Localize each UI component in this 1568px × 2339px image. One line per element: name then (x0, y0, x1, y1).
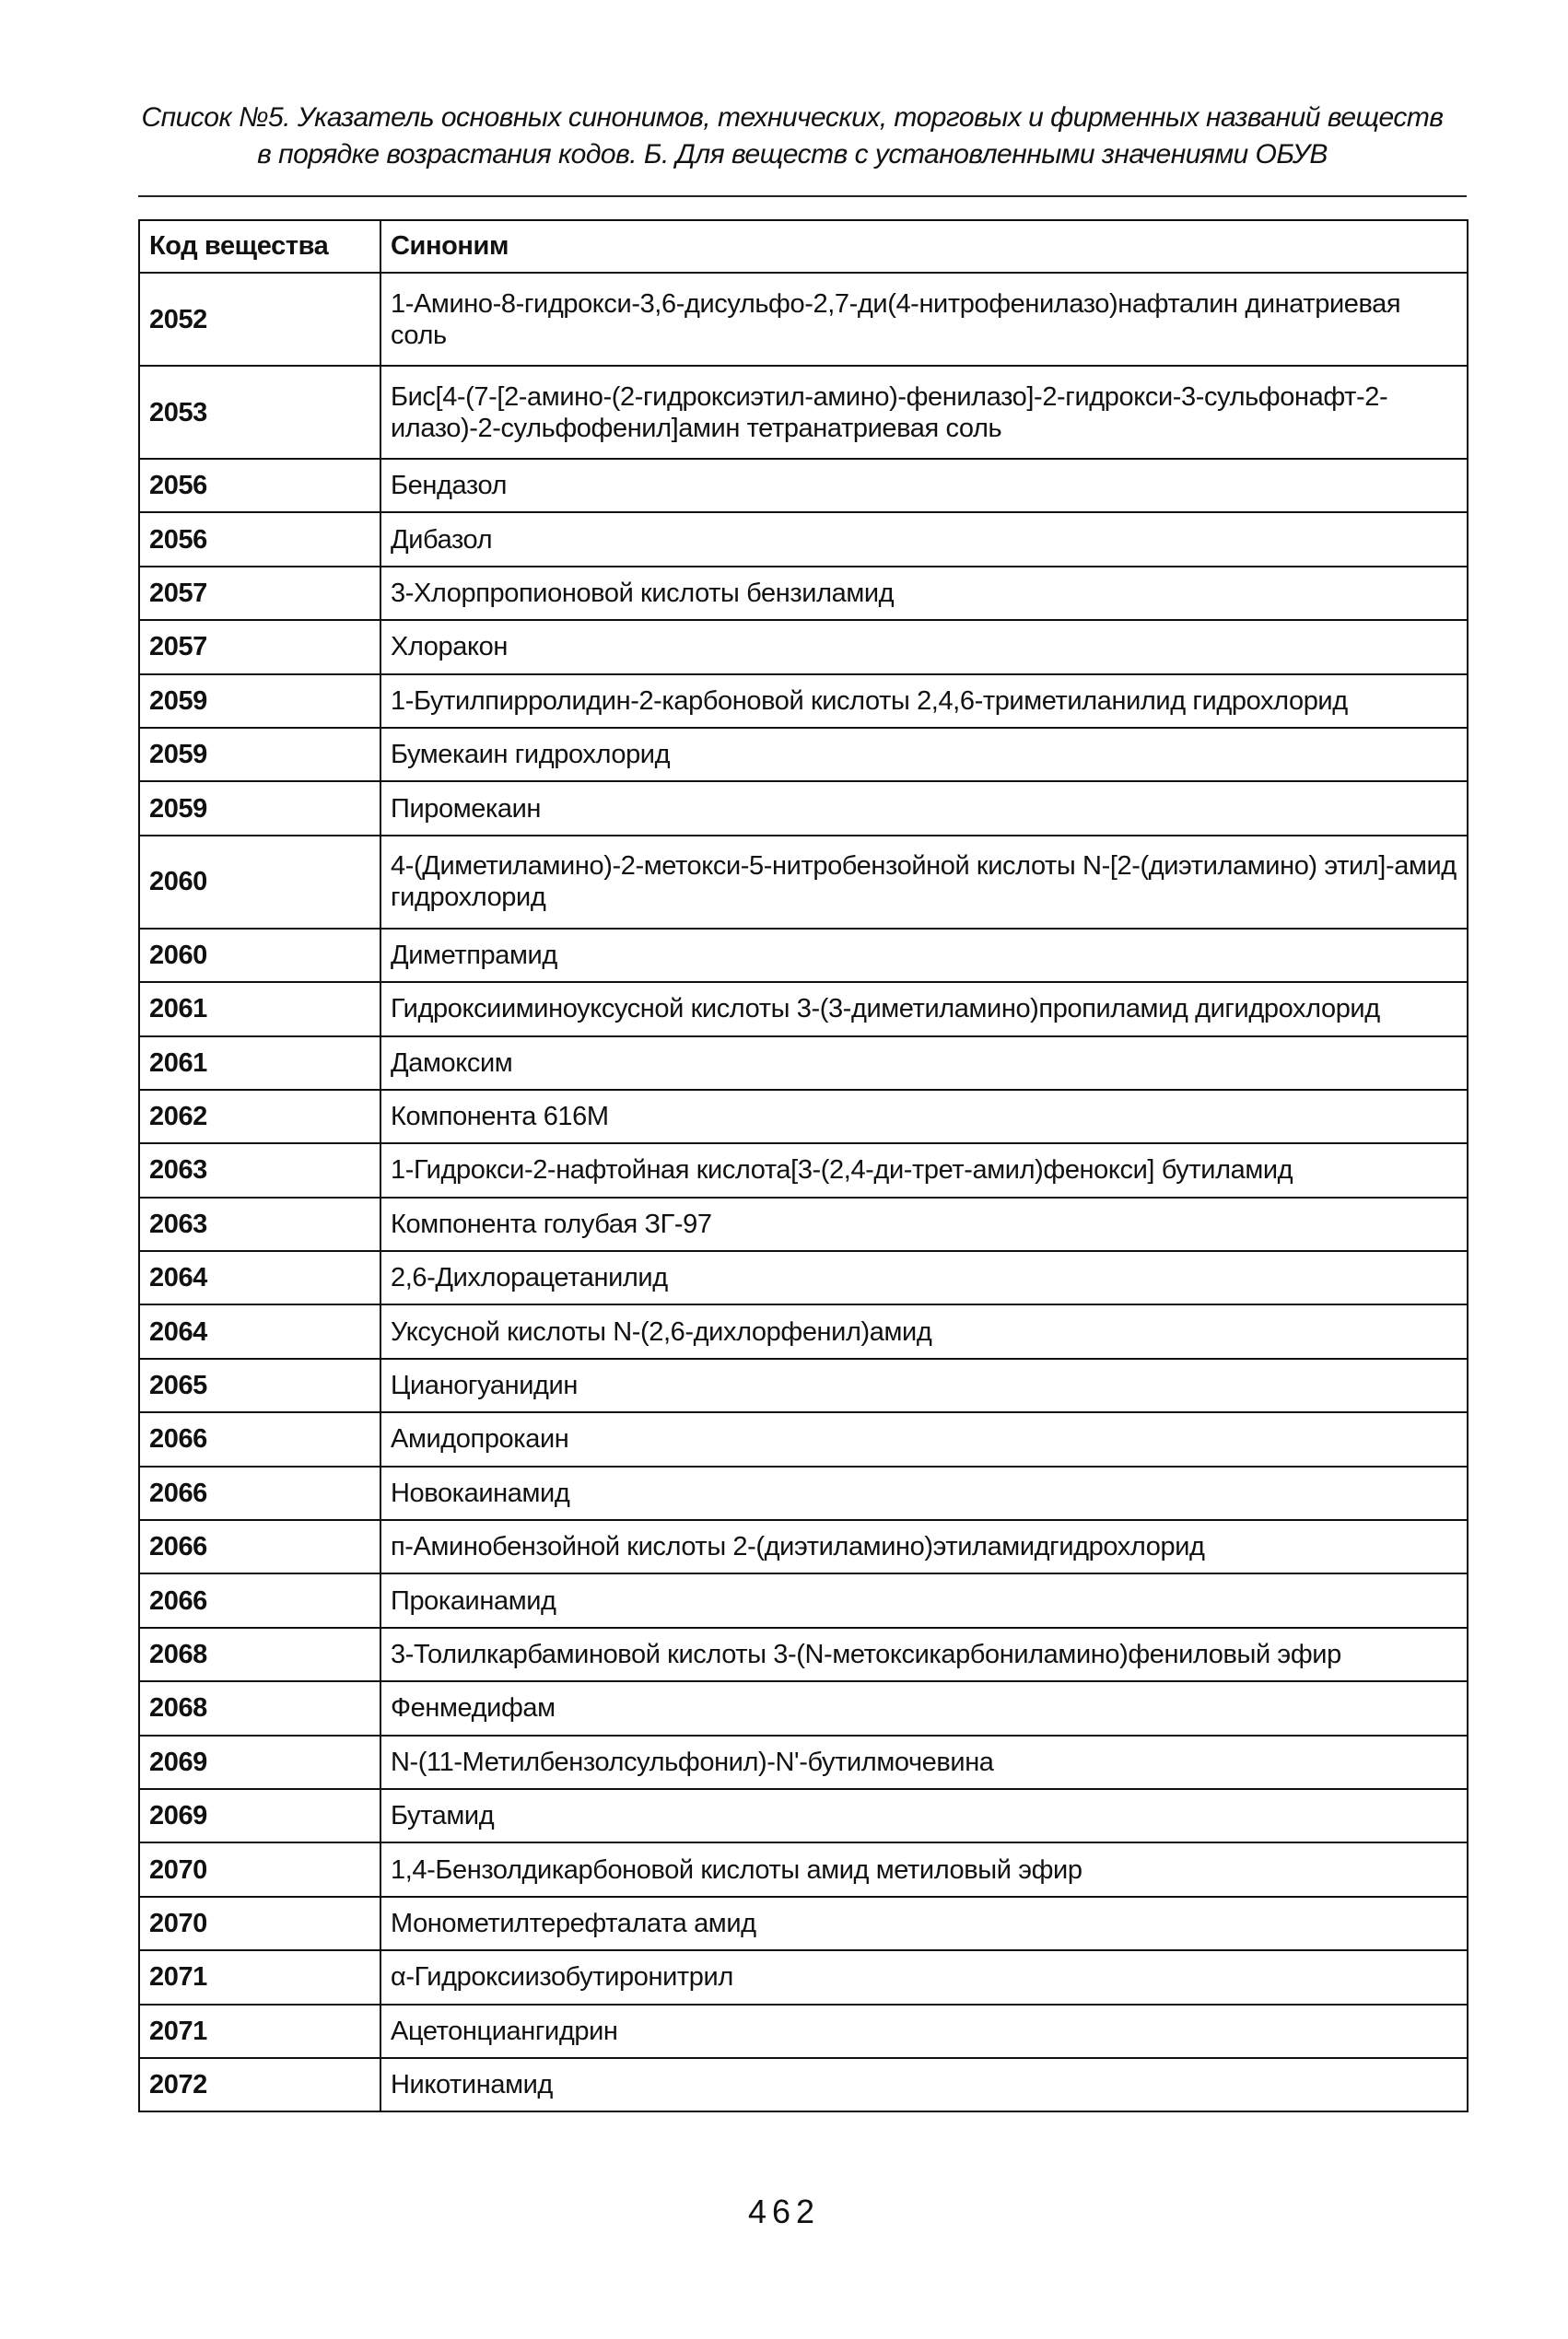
substance-code: 2066 (139, 1412, 380, 1466)
substance-code: 2064 (139, 1304, 380, 1358)
synonym-text: Прокаинамид (380, 1573, 1468, 1627)
synonym-text: Фенмедифам (380, 1681, 1468, 1735)
table-row (139, 459, 1468, 512)
table-row (139, 1681, 1468, 1735)
synonyms-table (138, 219, 1469, 2112)
synonym-text: Ацетонциангидрин (380, 2005, 1468, 2058)
synonym-text: Компонента голубая ЗГ-97 (380, 1198, 1468, 1251)
table-row (139, 2058, 1468, 2111)
substance-code: 2052 (139, 273, 380, 366)
substance-code: 2057 (139, 567, 380, 620)
synonym-text: Бендазол (380, 459, 1468, 512)
page-header (138, 99, 1446, 173)
table-row (139, 620, 1468, 673)
substance-code: 2064 (139, 1251, 380, 1304)
table-row (139, 1304, 1468, 1358)
table-header-row (139, 220, 1468, 273)
synonym-text: 4-(Диметиламино)-2-метокси-5-нитробензойной кислоты N-[2-(диэтиламино) этил]-амид гидрохлорид (380, 836, 1468, 929)
substance-code: 2071 (139, 1950, 380, 2004)
synonym-text: 1-Гидрокси-2-нафтойная кислота[3-(2,4-ди-трет-амил)фенокси] бутиламид (380, 1143, 1468, 1197)
table-row (139, 1897, 1468, 1950)
synonym-text: Дамоксим (380, 1036, 1468, 1090)
substance-code: 2053 (139, 366, 380, 459)
table-row (139, 1090, 1468, 1143)
table-row (139, 1036, 1468, 1090)
synonym-text: Гидроксииминоуксусной кислоты 3-(3-диметиламино)пропиламид дигидрохлорид (380, 982, 1468, 1035)
table-row (139, 273, 1468, 366)
substance-code: 2072 (139, 2058, 380, 2111)
table-row (139, 1520, 1468, 1573)
table-row (139, 1573, 1468, 1627)
substance-code: 2059 (139, 674, 380, 728)
table-row (139, 929, 1468, 982)
synonym-text: Цианогуанидин (380, 1359, 1468, 1412)
synonym-text: Пиромекаин (380, 781, 1468, 835)
table-row (139, 781, 1468, 835)
synonym-text: Компонента 616М (380, 1090, 1468, 1143)
table-row (139, 1359, 1468, 1412)
table-row (139, 567, 1468, 620)
synonym-text: Дибазол (380, 512, 1468, 566)
table-row (139, 1628, 1468, 1681)
table-row (139, 1467, 1468, 1520)
column-header-code: Код вещества (139, 220, 380, 273)
synonym-text: Диметпрамид (380, 929, 1468, 982)
synonym-text: α-Гидроксиизобутиронитрил (380, 1950, 1468, 2004)
synonym-text: Уксусной кислоты N-(2,6-дихлорфенил)амид (380, 1304, 1468, 1358)
table-row (139, 1842, 1468, 1896)
substance-code: 2057 (139, 620, 380, 673)
synonym-text: Никотинамид (380, 2058, 1468, 2111)
page-number: 462 (747, 2193, 821, 2230)
substance-code: 2066 (139, 1573, 380, 1627)
substance-code: 2063 (139, 1198, 380, 1251)
synonym-text: 1,4-Бензолдикарбоновой кислоты амид метиловый эфир (380, 1842, 1468, 1896)
substance-code: 2066 (139, 1467, 380, 1520)
table-row (139, 366, 1468, 459)
synonym-text: 2,6-Дихлорацетанилид (380, 1251, 1468, 1304)
synonym-text: Монометилтерефталата амид (380, 1897, 1468, 1950)
synonym-text: Бутамид (380, 1789, 1468, 1842)
table-row (139, 512, 1468, 566)
synonym-text: Бис[4-(7-[2-амино-(2-гидроксиэтил-амино)-фенилазо]-2-гидрокси-3-сульфонафт-2-илазо)-2-сульфофенил]амин тетранатриевая соль (380, 366, 1468, 459)
header-line-2: в порядке возрастания кодов. Б. Для веществ с установленными значениями ОБУВ (257, 139, 1328, 170)
substance-code: 2061 (139, 1036, 380, 1090)
substance-code: 2065 (139, 1359, 380, 1412)
synonym-text: Амидопрокаин (380, 1412, 1468, 1466)
substance-code: 2059 (139, 781, 380, 835)
table-row (139, 728, 1468, 781)
substance-code: 2068 (139, 1628, 380, 1681)
synonym-text: Новокаинамид (380, 1467, 1468, 1520)
substance-code: 2071 (139, 2005, 380, 2058)
substance-code: 2070 (139, 1842, 380, 1896)
table-row (139, 674, 1468, 728)
table-row (139, 1736, 1468, 1789)
substance-code: 2059 (139, 728, 380, 781)
column-header-synonym: Синоним (380, 220, 1468, 273)
table-row (139, 982, 1468, 1035)
synonym-text: 3-Толилкарбаминовой кислоты 3-(N-метоксикарбониламино)фениловый эфир (380, 1628, 1468, 1681)
substance-code: 2069 (139, 1736, 380, 1789)
table-row (139, 1251, 1468, 1304)
substance-code: 2060 (139, 836, 380, 929)
synonym-text: 1-Бутилпирролидин-2-карбоновой кислоты 2,4,6-триметиланилид гидрохлорид (380, 674, 1468, 728)
table-row (139, 1789, 1468, 1842)
substance-code: 2063 (139, 1143, 380, 1197)
header-line-1: Список №5. Указатель основных синонимов, технических, торговых и фирменных названий веществ (141, 102, 1444, 133)
substance-code: 2056 (139, 512, 380, 566)
synonym-text: Бумекаин гидрохлорид (380, 728, 1468, 781)
synonym-text: п-Аминобензойной кислоты 2-(диэтиламино)этиламидгидрохлорид (380, 1520, 1468, 1573)
table-row (139, 2005, 1468, 2058)
synonym-text: N-(11-Метилбензолсульфонил)-N'-бутилмочевина (380, 1736, 1468, 1789)
table-row (139, 1143, 1468, 1197)
table-row (139, 1198, 1468, 1251)
substance-code: 2069 (139, 1789, 380, 1842)
table-row (139, 836, 1468, 929)
substance-code: 2061 (139, 982, 380, 1035)
substance-code: 2062 (139, 1090, 380, 1143)
substance-code: 2070 (139, 1897, 380, 1950)
table-row (139, 1950, 1468, 2004)
substance-code: 2066 (139, 1520, 380, 1573)
synonym-text: Хлоракон (380, 620, 1468, 673)
synonym-text: 3-Хлорпропионовой кислоты бензиламид (380, 567, 1468, 620)
substance-code: 2060 (139, 929, 380, 982)
substance-code: 2068 (139, 1681, 380, 1735)
header-divider (138, 195, 1467, 197)
synonym-text: 1-Амино-8-гидрокси-3,6-дисульфо-2,7-ди(4-нитрофенилазо)нафталин динатриевая соль (380, 273, 1468, 366)
substance-code: 2056 (139, 459, 380, 512)
table-row (139, 1412, 1468, 1466)
